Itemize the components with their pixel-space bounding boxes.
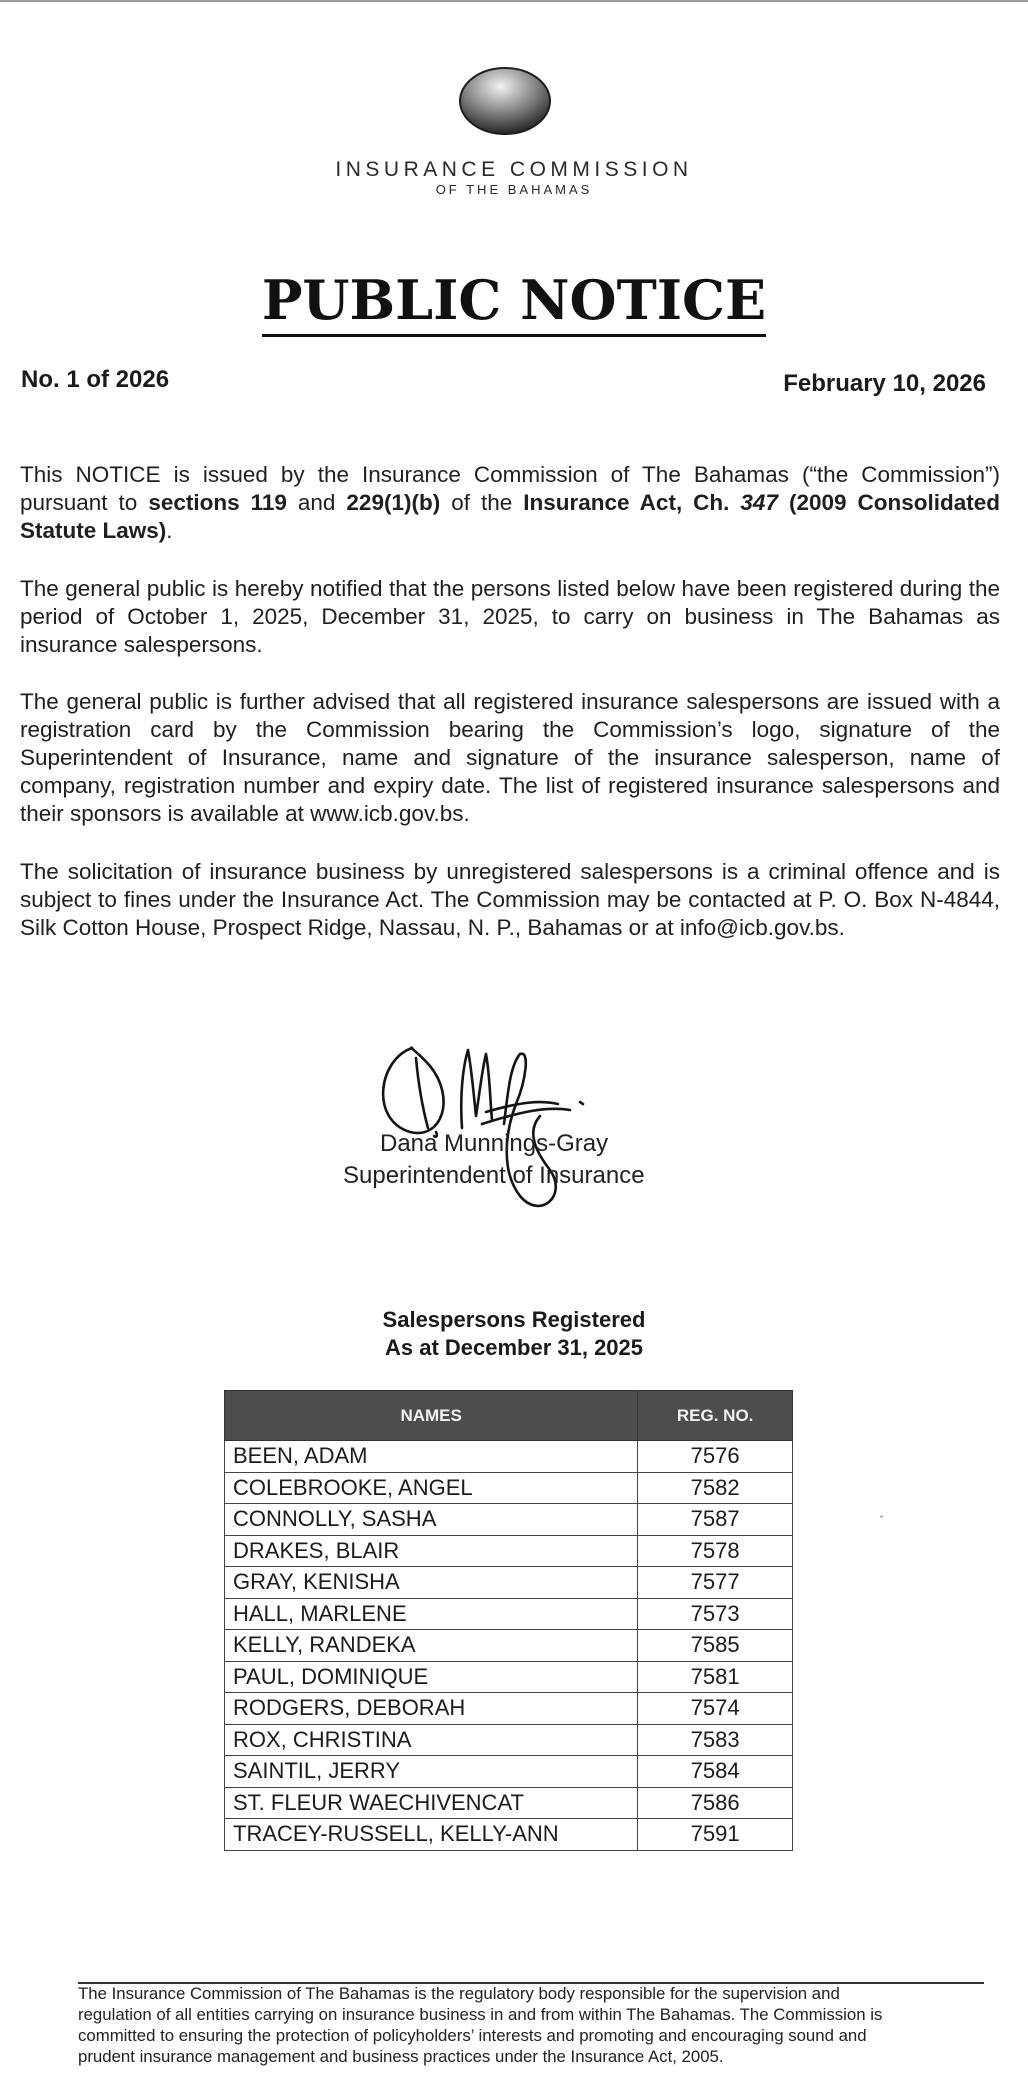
table-row <box>225 1693 793 1725</box>
footer-line: committed to ensuring the protection of policyholders’ interests and promoting and encouraging sound and <box>78 2026 867 2045</box>
table-header-row <box>225 1391 793 1441</box>
registration-number: 7576 <box>638 1441 793 1473</box>
footer-line: The Insurance Commission of The Bahamas is the regulatory body responsible for the supervision and <box>78 1984 840 2003</box>
organization-name: INSURANCE COMMISSION <box>335 158 693 181</box>
footer-line: prudent insurance management and business practices under the Insurance Act, 2005. <box>78 2047 724 2066</box>
scan-speck <box>880 1515 883 1518</box>
table-row <box>225 1535 793 1567</box>
salesperson-name: GRAY, KENISHA <box>225 1567 638 1599</box>
salesperson-name: TRACEY-RUSSELL, KELLY-ANN <box>225 1819 638 1851</box>
table-row <box>225 1567 793 1599</box>
salesperson-name: ROX, CHRISTINA <box>225 1724 638 1756</box>
salesperson-name: ST. FLEUR WAECHIVENCAT <box>225 1787 638 1819</box>
registration-number: 7574 <box>638 1693 793 1725</box>
top-border <box>0 0 1028 2</box>
registration-number: 7578 <box>638 1535 793 1567</box>
notice-date: February 10, 2026 <box>783 370 986 397</box>
registration-number: 7587 <box>638 1504 793 1536</box>
paragraph-registration-card: The general public is further advised that all registered insurance salespersons are issued with a registration card by the Commission bearing the Commission’s logo, signature of the Superintendent of Insurance, name and signature of the insurance salesperson, name of company, registration number and expiry date. The list of registered insurance salespersons and their sponsors is available at www.icb.gov.bs. <box>20 689 1000 826</box>
commission-logo-icon <box>458 66 552 136</box>
paragraph-issuance: This NOTICE is issued by the Insurance Commission of The Bahamas (“the Commission”) pursuant to sections 119 and 229(1)(b) of the Insurance Act, Ch. 347 (2009 Consolidated Statute Laws). <box>20 462 1001 543</box>
salesperson-name: COLEBROOKE, ANGEL <box>225 1472 638 1504</box>
table-row <box>225 1504 793 1536</box>
salesperson-name: DRAKES, BLAIR <box>225 1535 638 1567</box>
paragraph-solicitation: The solicitation of insurance business by unregistered salespersons is a criminal offence and is subject to fines under the Insurance Act. The Commission may be contacted at P. O. Box N-4844, Silk Cotton House, Prospect Ridge, Nassau, N. P., Bahamas or at info@icb.gov.bs. <box>20 859 1000 940</box>
registration-number: 7581 <box>638 1661 793 1693</box>
table-heading <box>0 1306 1028 1362</box>
salesperson-name: HALL, MARLENE <box>225 1598 638 1630</box>
page-title <box>0 268 1028 332</box>
handwritten-signature-icon <box>370 1020 630 1235</box>
table-row <box>225 1598 793 1630</box>
table-row <box>225 1661 793 1693</box>
registration-number: 7577 <box>638 1567 793 1599</box>
registration-number: 7584 <box>638 1756 793 1788</box>
registration-number: 7591 <box>638 1819 793 1851</box>
registration-number: 7583 <box>638 1724 793 1756</box>
column-header-names: NAMES <box>225 1391 638 1441</box>
organization-subtitle: OF THE BAHAMAS <box>435 182 593 197</box>
paragraph-registration: The general public is hereby notified that the persons listed below have been registered during the period of October 1, 2025, December 31, 2025, to carry on business in The Bahamas as insurance salespersons. <box>20 576 1000 657</box>
table-row <box>225 1441 793 1473</box>
notice-number: No. 1 of 2026 <box>21 366 170 393</box>
table-row <box>225 1724 793 1756</box>
registration-number: 7586 <box>638 1787 793 1819</box>
table-heading-line1: Salespersons Registered <box>382 1307 646 1332</box>
table-row <box>225 1819 793 1851</box>
registration-number: 7585 <box>638 1630 793 1662</box>
registration-number: 7582 <box>638 1472 793 1504</box>
signatory-title: Superintendent of Insurance <box>343 1162 645 1189</box>
table-heading-line2: As at December 31, 2025 <box>384 1335 644 1360</box>
salesperson-name: SAINTIL, JERRY <box>225 1756 638 1788</box>
footer-statement <box>78 1983 984 2067</box>
table-row <box>225 1787 793 1819</box>
table-row <box>225 1630 793 1662</box>
salesperson-name: CONNOLLY, SASHA <box>225 1504 638 1536</box>
footer-line: regulation of all entities carrying on insurance business in and from within The Bahamas. The Commission is <box>78 2005 883 2024</box>
salesperson-name: BEEN, ADAM <box>225 1441 638 1473</box>
table-row <box>225 1756 793 1788</box>
title-text: PUBLIC NOTICE <box>262 268 766 337</box>
salesperson-name: RODGERS, DEBORAH <box>225 1693 638 1725</box>
salesperson-name: KELLY, RANDEKA <box>225 1630 638 1662</box>
registration-number: 7573 <box>638 1598 793 1630</box>
salespersons-table <box>224 1390 793 1851</box>
salesperson-name: PAUL, DOMINIQUE <box>225 1661 638 1693</box>
table-row <box>225 1472 793 1504</box>
signatory-name: Dana Munnings-Gray <box>380 1130 609 1157</box>
column-header-reg-no: REG. NO. <box>638 1391 793 1441</box>
